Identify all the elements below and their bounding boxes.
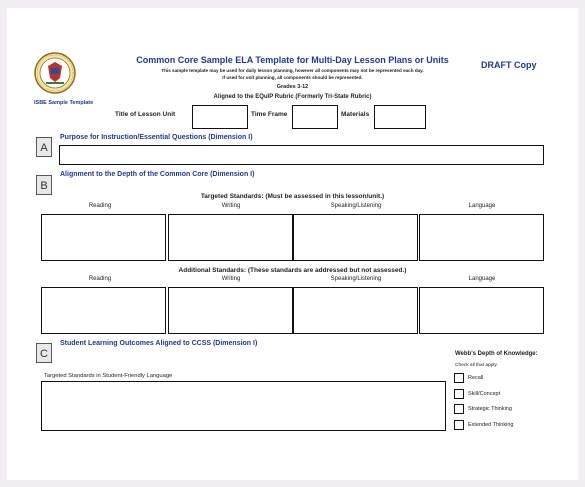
section-c-letter: C bbox=[36, 343, 52, 363]
student-friendly-box[interactable] bbox=[41, 381, 446, 431]
section-b-letter: B bbox=[36, 175, 52, 195]
strategic-thinking-checkbox[interactable] bbox=[454, 404, 464, 414]
section-a-title: Purpose for Instruction/Essential Questions (Dimension I) bbox=[60, 134, 253, 141]
additional-standards-title: Additional Standards: (These standards are addressed but not assessed.) bbox=[178, 267, 407, 274]
col-speaking-listening: Speaking/Listening bbox=[330, 203, 382, 209]
col-reading-2: Reading bbox=[88, 276, 112, 282]
additional-speaking-box[interactable] bbox=[293, 287, 418, 334]
targeted-writing-box[interactable] bbox=[168, 214, 293, 261]
col-speaking-listening-2: Speaking/Listening bbox=[330, 276, 382, 282]
section-a-letter: A bbox=[36, 137, 52, 157]
webbs-title: Webb's Depth of Knowledge: bbox=[455, 351, 538, 357]
purpose-field[interactable] bbox=[59, 145, 544, 165]
webbs-subtitle: Check all that apply. bbox=[455, 363, 498, 368]
col-language: Language bbox=[468, 203, 496, 209]
targeted-language-box[interactable] bbox=[419, 214, 544, 261]
col-writing-2: Writing bbox=[221, 276, 241, 282]
recall-checkbox[interactable] bbox=[454, 373, 464, 383]
section-b-title: Alignment to the Depth of the Common Core (Dimension I) bbox=[60, 171, 255, 178]
note-line-2: If used for unit planning, all components should be represented. bbox=[222, 75, 363, 80]
targeted-speaking-box[interactable] bbox=[293, 214, 418, 261]
title-label: Title of Lesson Unit bbox=[115, 111, 176, 118]
aligned-label: Aligned to the EQuIP Rubric (Formerly Tri-State Rubric) bbox=[213, 94, 372, 100]
section-c-title: Student Learning Outcomes Aligned to CCSS (Dimension I) bbox=[60, 340, 258, 347]
targeted-standards-title: Targeted Standards: (Must be assessed in this lesson/unit.) bbox=[200, 193, 385, 200]
skill-concept-label: Skill/Concept bbox=[468, 391, 501, 397]
materials-field[interactable] bbox=[374, 105, 426, 129]
student-friendly-label: Targeted Standards in Student-Friendly Language bbox=[44, 373, 173, 379]
page-title: Common Core Sample ELA Template for Multi-Day Lesson Plans or Units bbox=[136, 55, 449, 65]
grades-label: Grades 3-12 bbox=[276, 84, 309, 90]
timeframe-label: Time Frame bbox=[251, 111, 288, 118]
recall-label: Recall bbox=[468, 375, 484, 381]
skill-concept-checkbox[interactable] bbox=[454, 389, 464, 399]
col-language-2: Language bbox=[468, 276, 496, 282]
extended-thinking-checkbox[interactable] bbox=[454, 420, 464, 430]
targeted-reading-box[interactable] bbox=[41, 214, 166, 261]
timeframe-field[interactable] bbox=[292, 105, 338, 129]
draft-label: DRAFT Copy bbox=[481, 60, 537, 70]
title-field[interactable] bbox=[192, 105, 248, 129]
col-reading: Reading bbox=[88, 203, 112, 209]
col-writing: Writing bbox=[221, 203, 241, 209]
extended-thinking-label: Extended Thinking bbox=[468, 422, 514, 428]
note-line-1: This sample template may be used for daily lesson planning, however all components may not be represented each day. bbox=[161, 68, 424, 73]
additional-reading-box[interactable] bbox=[41, 287, 166, 334]
additional-language-box[interactable] bbox=[419, 287, 544, 334]
isbe-label: ISBE Sample Template bbox=[34, 100, 94, 106]
strategic-thinking-label: Strategic Thinking bbox=[468, 406, 512, 412]
additional-writing-box[interactable] bbox=[168, 287, 293, 334]
materials-label: Materials bbox=[341, 111, 370, 118]
